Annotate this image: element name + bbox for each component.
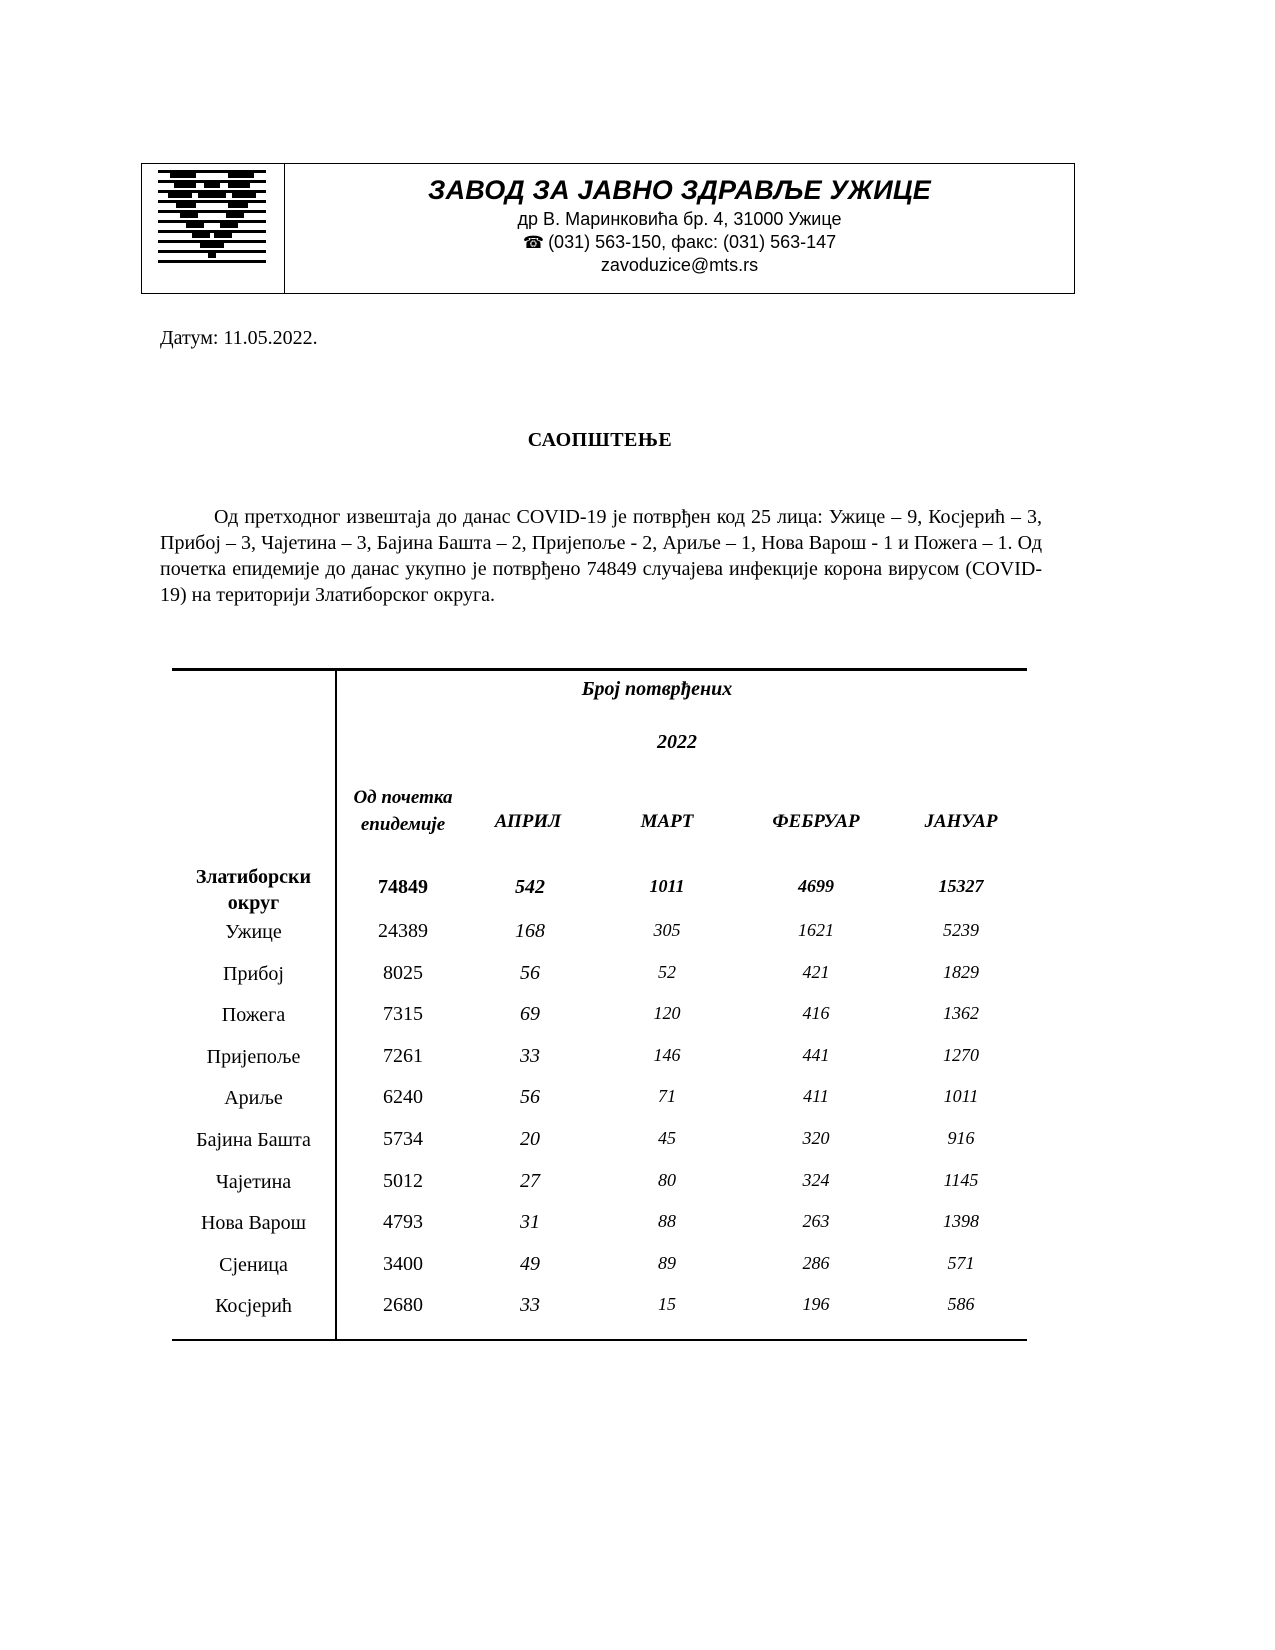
cell-april: 56 [520,961,540,984]
row-name: Ужице [225,921,282,943]
table-top-rule [172,668,1027,671]
table-row [172,958,1027,1000]
cell-january: 1270 [943,1044,979,1065]
cell-january: 15327 [938,876,984,896]
cell-since-start: 5012 [383,1169,423,1192]
col-header-since-start: Од почетка епидемије [353,787,453,835]
col-header-january: ЈАНУАР [924,811,998,832]
document-title: САОПШТЕЊЕ [527,429,673,451]
cell-since-start: 5734 [383,1127,423,1150]
cell-since-start: 6240 [383,1086,423,1109]
cell-february: 416 [802,1003,830,1024]
org-address: др В. Маринковића бр. 4, 31000 Ужице [517,209,842,229]
cell-march: 80 [658,1169,676,1190]
org-phone: (031) 563-150, факс: (031) 563-147 [548,232,837,252]
cell-march: 146 [653,1044,681,1065]
row-name: Пожега [221,1004,286,1027]
document-date: Датум: 11.05.2022. [160,327,318,349]
row-name: Сјеница [219,1253,288,1276]
table-row [172,916,1027,958]
cell-february: 196 [802,1294,830,1315]
cell-april: 542 [515,876,545,898]
table-row [172,1290,1027,1332]
cell-january: 571 [947,1252,975,1273]
letterhead-info [285,164,1074,293]
cell-march: 52 [658,961,676,982]
cell-april: 69 [520,1003,540,1026]
cell-february: 411 [803,1086,829,1107]
cell-february: 441 [802,1044,830,1065]
row-name: Пријепоље [206,1045,301,1068]
cell-march: 1011 [649,876,685,896]
cell-february: 324 [802,1169,830,1190]
cell-january: 1011 [943,1086,979,1107]
cases-table [172,668,1027,1341]
cell-since-start: 4793 [383,1211,423,1234]
cell-january: 1145 [943,1169,979,1190]
table-rows [172,916,1027,1332]
institute-logo-icon [156,168,268,268]
cell-february: 1621 [798,920,834,940]
cell-april: 20 [520,1127,540,1150]
cell-since-start: 7261 [383,1044,423,1067]
row-name: Чајетина [215,1170,292,1193]
cell-since-start: 2680 [383,1294,423,1317]
logo-cell [142,164,285,293]
table-bottom-rule [172,1339,1027,1341]
table-year-heading: 2022 [657,731,697,753]
table-row [172,999,1027,1041]
cell-since-start: 3400 [383,1252,423,1275]
row-name: Златиборски округ [195,866,312,914]
cell-march: 305 [653,920,681,940]
table-row [172,1124,1027,1166]
cell-since-start: 8025 [383,961,423,984]
cell-february: 263 [802,1211,830,1232]
org-phone-line [285,231,1074,254]
letterhead [141,163,1075,294]
cell-april: 31 [520,1211,540,1234]
table-row [172,1082,1027,1124]
cell-march: 71 [658,1086,676,1107]
cell-march: 89 [658,1252,676,1273]
cell-april: 49 [520,1252,540,1275]
cell-january: 1829 [943,961,979,982]
telephone-icon: ☎ [522,233,545,252]
cell-february: 4699 [798,876,834,896]
cell-april: 27 [520,1169,540,1192]
cell-march: 120 [653,1003,681,1024]
cell-january: 916 [947,1127,975,1148]
body-paragraph: Од претходног извештаја до данас COVID-19 је потврђен код 25 лица: Ужице – 9, Косјерић – 3, Прибој – 3, Чајетина – 3, Бајина Башта – 2, Пријепоље - 2, Ариље – 1, Нова Варош - 1 и Пожега – 1. Од почетка епидемије до данас укупно је потврђено 74849 случајева инфекције корона вирусом (COVID-19) на територији Златиборског округа. [160,506,1042,606]
table-row [172,1166,1027,1208]
cell-february: 421 [802,961,830,982]
cell-april: 56 [520,1086,540,1109]
cell-march: 15 [658,1294,676,1315]
cell-january: 1398 [943,1211,979,1232]
cell-february: 320 [802,1127,830,1148]
cell-since-start: 24389 [378,920,428,942]
col-header-april: АПРИЛ [494,811,562,832]
cell-since-start: 7315 [383,1003,423,1026]
table-row [172,1249,1027,1291]
org-name: ЗАВОД ЗА ЈАВНО ЗДРАВЉЕ УЖИЦЕ [428,175,931,205]
org-email: zavoduzice@mts.rs [600,255,759,275]
row-name: Прибој [223,962,284,985]
cell-april: 33 [520,1294,540,1317]
cell-january: 5239 [943,920,979,940]
table-group-heading: Број потврђених [581,678,733,700]
cell-since-start: 74849 [378,876,428,898]
cell-april: 168 [515,920,545,942]
cell-april: 33 [520,1044,540,1067]
cell-january: 586 [947,1294,975,1315]
col-header-march: МАРТ [640,811,694,832]
cell-january: 1362 [943,1003,979,1024]
table-row [172,1207,1027,1249]
cell-march: 88 [658,1211,676,1232]
col-header-february: ФЕБРУАР [772,811,860,832]
cell-march: 45 [658,1127,676,1148]
row-name: Косјерић [215,1295,292,1318]
table-row-total [172,864,1027,916]
row-name: Нова Варош [200,1212,307,1235]
row-name: Бајина Башта [196,1128,311,1151]
row-name: Ариље [224,1087,283,1110]
table-body [172,864,1027,1332]
cell-february: 286 [802,1252,830,1273]
table-row [172,1041,1027,1083]
